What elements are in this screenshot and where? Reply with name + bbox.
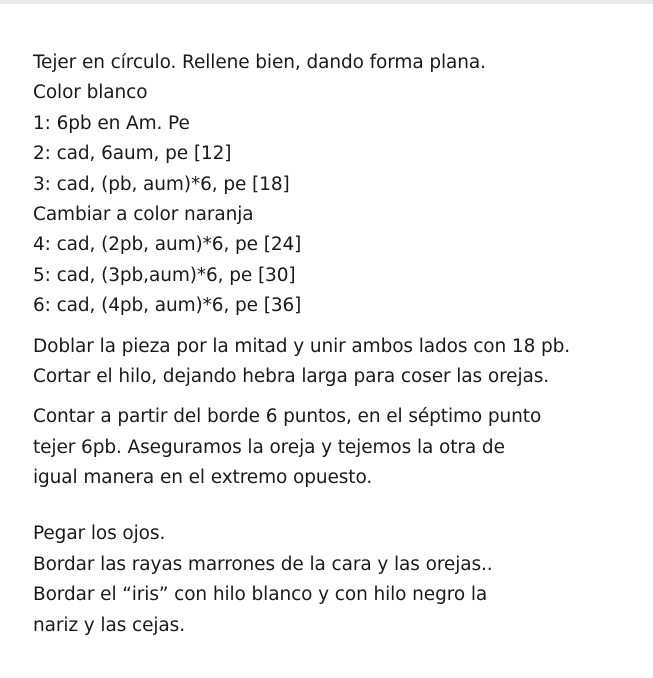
section-body-rounds — [33, 48, 653, 322]
text-line: Bordar el “iris” con hilo blanco y con hilo negro la — [33, 584, 488, 606]
text-line: 5: cad, (3pb,aum)*6, pe [30] — [33, 264, 296, 286]
text-line: Doblar la pieza por la mitad y unir ambos lados con 18 pb. — [33, 335, 571, 357]
section-finishing — [33, 519, 653, 641]
section-ears — [33, 402, 653, 493]
text-line: Tejer en círculo. Rellene bien, dando forma plana. — [33, 52, 486, 73]
text-line: 6: cad, (4pb, aum)*6, pe [36] — [33, 295, 302, 317]
section-fold — [33, 332, 653, 393]
text-line: Cambiar a color naranja — [33, 203, 254, 225]
text-line: 2: cad, 6aum, pe [12] — [33, 143, 232, 165]
spacer — [33, 392, 653, 402]
spacer — [33, 322, 653, 332]
text-line: Cortar el hilo, dejando hebra larga para coser las orejas. — [33, 365, 550, 387]
spacer — [33, 493, 653, 519]
text-line: nariz y las cejas. — [33, 614, 185, 636]
text-line: Bordar las rayas marrones de la cara y las orejas.. — [33, 553, 493, 575]
text-line: igual manera en el extremo opuesto. — [33, 467, 373, 489]
text-line: Contar a partir del borde 6 puntos, en el séptimo punto — [33, 406, 542, 428]
top-edge-strip — [0, 0, 653, 4]
text-line: tejer 6pb. Aseguramos la oreja y tejemos la otra de — [33, 436, 505, 458]
pattern-text — [33, 48, 653, 641]
text-line: 4: cad, (2pb, aum)*6, pe [24] — [33, 234, 302, 256]
text-line: Pegar los ojos. — [33, 523, 166, 545]
text-line: 3: cad, (pb, aum)*6, pe [18] — [33, 173, 290, 195]
text-line: 1: 6pb en Am. Pe — [33, 112, 190, 134]
text-line: Color blanco — [33, 82, 148, 104]
